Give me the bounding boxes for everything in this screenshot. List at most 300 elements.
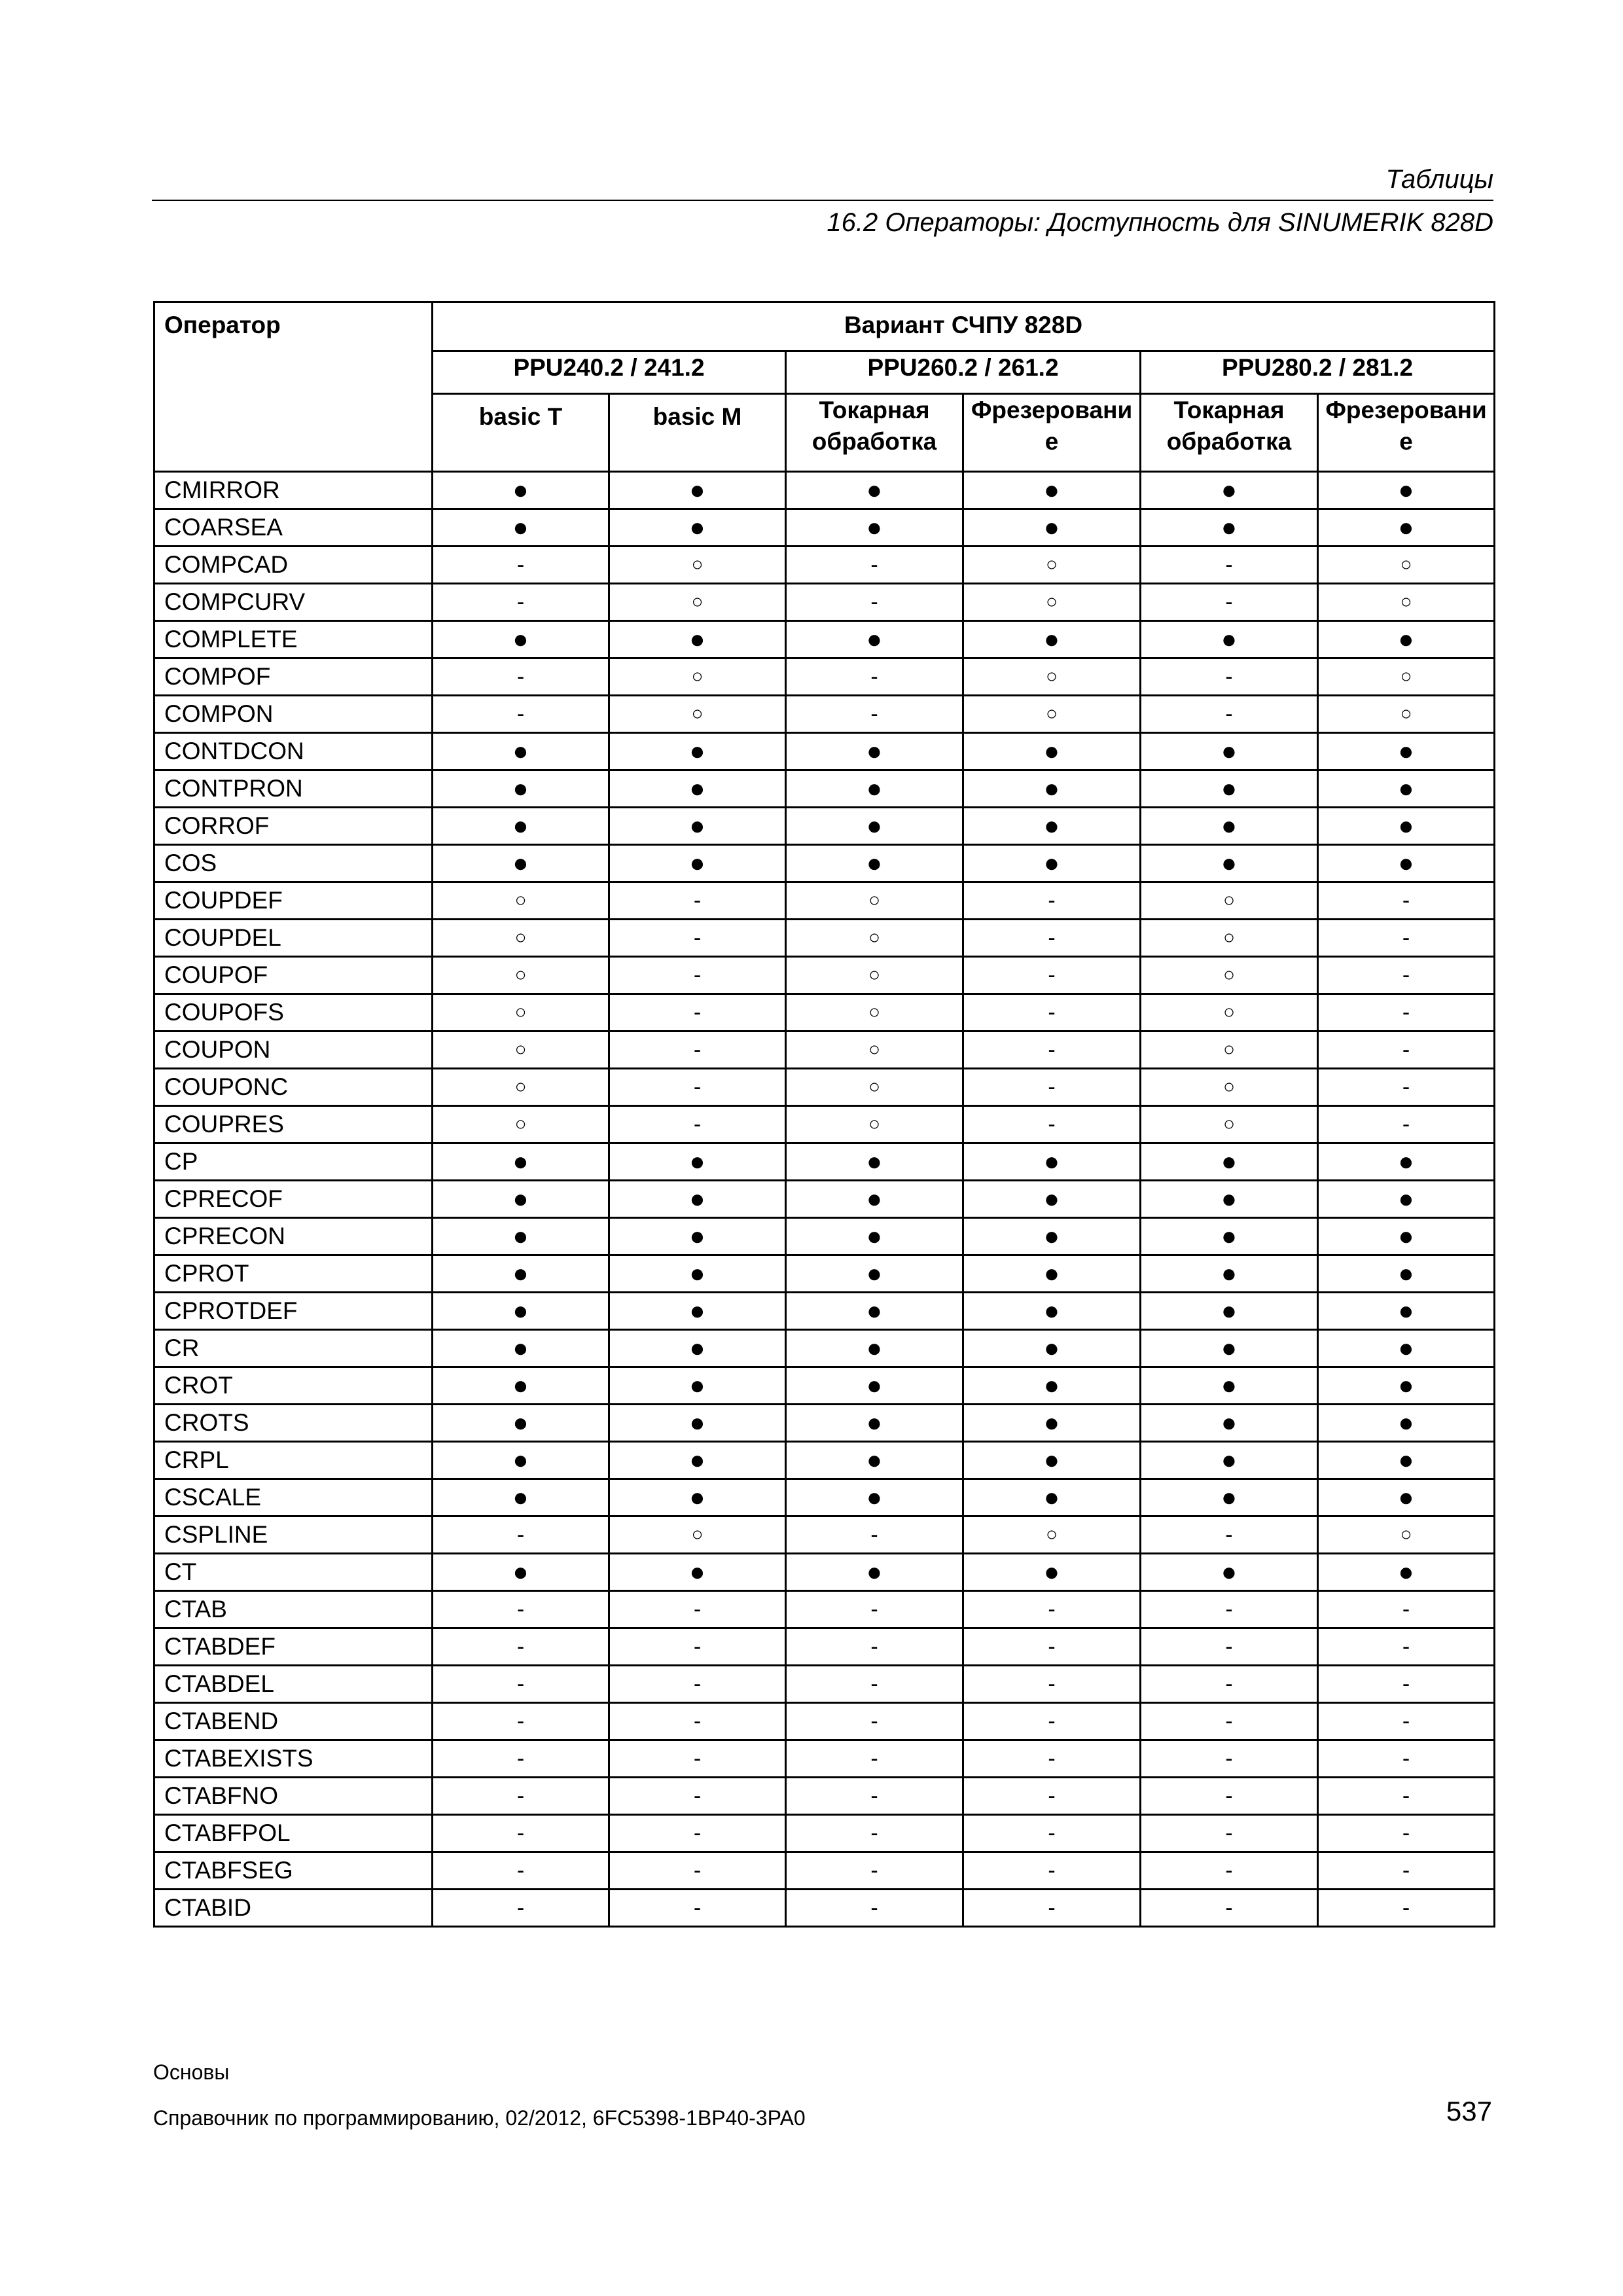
- availability-cell: -: [786, 547, 963, 584]
- availability-cell: ●: [786, 1218, 963, 1255]
- operator-name: COUPDEL: [154, 920, 433, 957]
- operator-name: CSPLINE: [154, 1516, 433, 1554]
- availability-cell: ●: [433, 1330, 609, 1367]
- availability-cell: -: [786, 1666, 963, 1703]
- availability-cell: ●: [433, 1442, 609, 1479]
- availability-cell: ○: [786, 1069, 963, 1106]
- availability-cell: ●: [786, 1367, 963, 1405]
- availability-cell: ●: [433, 845, 609, 882]
- availability-cell: ○: [1318, 1516, 1495, 1554]
- availability-cell: ●: [786, 621, 963, 658]
- availability-cell: -: [609, 882, 786, 920]
- operator-name: CTABID: [154, 1890, 433, 1927]
- table-row: [154, 1666, 1495, 1703]
- availability-cell: ●: [609, 1405, 786, 1442]
- availability-cell: -: [433, 1815, 609, 1852]
- operator-name: COARSEA: [154, 509, 433, 547]
- table-row: [154, 472, 1495, 509]
- availability-cell: ○: [1318, 547, 1495, 584]
- availability-cell: ●: [609, 733, 786, 770]
- operator-name: COMPON: [154, 696, 433, 733]
- availability-cell: ○: [1141, 1106, 1318, 1143]
- availability-cell: -: [609, 957, 786, 994]
- table-row: [154, 1852, 1495, 1890]
- operator-name: CTABFNO: [154, 1778, 433, 1815]
- availability-cell: -: [1141, 658, 1318, 696]
- availability-cell: -: [1318, 920, 1495, 957]
- availability-cell: ●: [609, 808, 786, 845]
- availability-cell: -: [1318, 1778, 1495, 1815]
- subcolumn-header-milling-280: Фрезеровани е: [1318, 394, 1495, 472]
- operator-name: CROTS: [154, 1405, 433, 1442]
- table-row: [154, 1106, 1495, 1143]
- availability-cell: ●: [609, 1330, 786, 1367]
- table-row: [154, 509, 1495, 547]
- availability-cell: ○: [1141, 1031, 1318, 1069]
- availability-cell: ●: [1318, 733, 1495, 770]
- table-row: [154, 994, 1495, 1031]
- availability-cell: ○: [1141, 957, 1318, 994]
- availability-cell: ○: [609, 584, 786, 621]
- availability-cell: ○: [433, 920, 609, 957]
- availability-cell: -: [1318, 994, 1495, 1031]
- availability-cell: ●: [963, 1181, 1141, 1218]
- availability-cell: -: [1141, 1740, 1318, 1778]
- availability-cell: ○: [786, 1106, 963, 1143]
- availability-cell: ●: [786, 733, 963, 770]
- availability-cell: ●: [433, 1554, 609, 1591]
- table-row: [154, 1367, 1495, 1405]
- availability-cell: -: [786, 1703, 963, 1740]
- availability-cell: -: [963, 1106, 1141, 1143]
- availability-cell: -: [1141, 584, 1318, 621]
- availability-cell: ●: [963, 1218, 1141, 1255]
- availability-cell: ●: [1141, 808, 1318, 845]
- availability-cell: -: [433, 658, 609, 696]
- availability-cell: ●: [1141, 1218, 1318, 1255]
- availability-cell: ○: [433, 957, 609, 994]
- availability-cell: -: [433, 1666, 609, 1703]
- operator-name: COMPOF: [154, 658, 433, 696]
- availability-cell: ●: [609, 770, 786, 808]
- availability-cell: -: [1318, 1703, 1495, 1740]
- operator-name: CT: [154, 1554, 433, 1591]
- operator-column-header: Оператор: [154, 302, 433, 472]
- availability-cell: ●: [1318, 1293, 1495, 1330]
- availability-cell: ●: [433, 509, 609, 547]
- availability-cell: -: [609, 1815, 786, 1852]
- availability-cell: -: [1318, 1890, 1495, 1927]
- availability-cell: ●: [963, 1479, 1141, 1516]
- availability-cell: ●: [1141, 1293, 1318, 1330]
- availability-cell: -: [786, 1591, 963, 1628]
- table-row: [154, 621, 1495, 658]
- availability-cell: -: [963, 1852, 1141, 1890]
- availability-cell: ●: [963, 1255, 1141, 1293]
- availability-cell: ○: [1141, 1069, 1318, 1106]
- availability-cell: -: [609, 1778, 786, 1815]
- availability-cell: ●: [963, 621, 1141, 658]
- availability-cell: ●: [1318, 845, 1495, 882]
- availability-cell: -: [1318, 882, 1495, 920]
- availability-cell: ●: [1141, 1405, 1318, 1442]
- availability-cell: ○: [433, 994, 609, 1031]
- availability-cell: ●: [786, 1330, 963, 1367]
- availability-cell: -: [963, 1069, 1141, 1106]
- availability-cell: ○: [433, 1031, 609, 1069]
- availability-cell: ●: [1318, 621, 1495, 658]
- availability-cell: -: [1141, 1516, 1318, 1554]
- table-row: [154, 1405, 1495, 1442]
- availability-cell: ●: [1141, 621, 1318, 658]
- availability-cell: ●: [1141, 1367, 1318, 1405]
- availability-cell: ●: [609, 621, 786, 658]
- availability-cell: ●: [963, 472, 1141, 509]
- availability-cell: ●: [609, 1143, 786, 1181]
- availability-cell: ●: [433, 1479, 609, 1516]
- availability-cell: ●: [786, 1143, 963, 1181]
- availability-cell: -: [1141, 1628, 1318, 1666]
- operator-name: COS: [154, 845, 433, 882]
- availability-cell: ●: [609, 472, 786, 509]
- availability-cell: ●: [1318, 1479, 1495, 1516]
- availability-cell: ●: [433, 1143, 609, 1181]
- availability-cell: ●: [786, 1554, 963, 1591]
- subcolumn-header-basic-t: basic T: [433, 394, 609, 472]
- operator-name: COUPOF: [154, 957, 433, 994]
- availability-cell: -: [609, 1852, 786, 1890]
- availability-cell: -: [963, 920, 1141, 957]
- availability-cell: -: [1318, 1591, 1495, 1628]
- availability-cell: ○: [433, 1069, 609, 1106]
- availability-cell: ●: [963, 1143, 1141, 1181]
- availability-cell: -: [1318, 1815, 1495, 1852]
- availability-cell: -: [1318, 1031, 1495, 1069]
- availability-cell: -: [963, 957, 1141, 994]
- availability-cell: ○: [1141, 882, 1318, 920]
- table-row: [154, 733, 1495, 770]
- availability-cell: ●: [1141, 509, 1318, 547]
- table-row: [154, 547, 1495, 584]
- availability-cell: ●: [433, 1405, 609, 1442]
- table-row: [154, 1181, 1495, 1218]
- availability-cell: -: [786, 658, 963, 696]
- availability-cell: -: [609, 1628, 786, 1666]
- availability-cell: -: [433, 584, 609, 621]
- operator-name: CROT: [154, 1367, 433, 1405]
- availability-cell: ●: [433, 770, 609, 808]
- availability-cell: ●: [433, 472, 609, 509]
- availability-cell: -: [1318, 1628, 1495, 1666]
- availability-cell: ○: [433, 1106, 609, 1143]
- table-row: [154, 1815, 1495, 1852]
- operator-name: CTABEND: [154, 1703, 433, 1740]
- availability-cell: -: [609, 1069, 786, 1106]
- availability-cell: -: [963, 1890, 1141, 1927]
- table-row: [154, 658, 1495, 696]
- availability-cell: -: [609, 1666, 786, 1703]
- availability-cell: ●: [1318, 1405, 1495, 1442]
- availability-cell: ●: [1318, 1143, 1495, 1181]
- availability-cell: ●: [433, 808, 609, 845]
- table-row: [154, 1890, 1495, 1927]
- availability-cell: -: [1141, 696, 1318, 733]
- operator-name: CR: [154, 1330, 433, 1367]
- availability-cell: ○: [1318, 584, 1495, 621]
- table-row: [154, 1255, 1495, 1293]
- availability-cell: ○: [963, 547, 1141, 584]
- availability-cell: -: [433, 696, 609, 733]
- availability-cell: ●: [1141, 1442, 1318, 1479]
- availability-cell: -: [1141, 1703, 1318, 1740]
- operator-name: CONTPRON: [154, 770, 433, 808]
- availability-cell: -: [433, 1628, 609, 1666]
- availability-cell: -: [609, 920, 786, 957]
- availability-cell: -: [1141, 1852, 1318, 1890]
- availability-cell: ●: [963, 509, 1141, 547]
- availability-cell: ●: [1318, 808, 1495, 845]
- availability-cell: ●: [786, 1293, 963, 1330]
- table-row: [154, 1479, 1495, 1516]
- availability-cell: ●: [963, 770, 1141, 808]
- availability-cell: ●: [1141, 770, 1318, 808]
- availability-cell: ○: [609, 1516, 786, 1554]
- availability-cell: ●: [609, 1554, 786, 1591]
- availability-cell: ●: [1318, 472, 1495, 509]
- availability-cell: -: [433, 1890, 609, 1927]
- availability-cell: -: [433, 547, 609, 584]
- availability-cell: ○: [963, 658, 1141, 696]
- table-row: [154, 1330, 1495, 1367]
- availability-cell: ●: [963, 1554, 1141, 1591]
- availability-cell: ●: [786, 845, 963, 882]
- availability-cell: -: [963, 1591, 1141, 1628]
- table-row: [154, 1703, 1495, 1740]
- availability-cell: ●: [786, 1442, 963, 1479]
- operator-name: CP: [154, 1143, 433, 1181]
- availability-cell: ○: [1318, 696, 1495, 733]
- footer-manual-reference: Справочник по программированию, 02/2012, 6FC5398-1BP40-3PA0: [153, 2106, 806, 2130]
- availability-cell: ●: [609, 1479, 786, 1516]
- table-row: [154, 1293, 1495, 1330]
- availability-cell: ●: [963, 733, 1141, 770]
- availability-cell: -: [609, 1890, 786, 1927]
- table-row: [154, 770, 1495, 808]
- availability-cell: -: [786, 584, 963, 621]
- availability-cell: -: [433, 1740, 609, 1778]
- availability-cell: -: [433, 1852, 609, 1890]
- availability-cell: ●: [786, 509, 963, 547]
- section-title: Таблицы: [1385, 165, 1493, 194]
- subcolumn-header-milling-260: Фрезеровани е: [963, 394, 1141, 472]
- availability-cell: ●: [1141, 1554, 1318, 1591]
- subcolumn-header-basic-m: basic M: [609, 394, 786, 472]
- availability-cell: ●: [1141, 1143, 1318, 1181]
- operator-name: COUPDEF: [154, 882, 433, 920]
- availability-cell: ●: [609, 1218, 786, 1255]
- availability-cell: ●: [1318, 1554, 1495, 1591]
- availability-cell: ●: [609, 1255, 786, 1293]
- availability-cell: -: [963, 1815, 1141, 1852]
- group-header-ppu240: PPU240.2 / 241.2: [433, 351, 786, 394]
- availability-cell: ○: [786, 994, 963, 1031]
- availability-cell: ●: [1141, 1181, 1318, 1218]
- availability-cell: ○: [786, 957, 963, 994]
- operator-name: COUPONC: [154, 1069, 433, 1106]
- availability-cell: ○: [1141, 994, 1318, 1031]
- availability-cell: ●: [786, 770, 963, 808]
- availability-cell: -: [1318, 1106, 1495, 1143]
- availability-cell: ●: [786, 1255, 963, 1293]
- operator-name: CPROTDEF: [154, 1293, 433, 1330]
- availability-cell: ●: [609, 1367, 786, 1405]
- table-row: [154, 1143, 1495, 1181]
- availability-cell: ●: [1318, 770, 1495, 808]
- table-body: [154, 472, 1495, 1927]
- table-row: [154, 1442, 1495, 1479]
- availability-cell: -: [609, 994, 786, 1031]
- availability-cell: ●: [609, 845, 786, 882]
- operator-name: CMIRROR: [154, 472, 433, 509]
- availability-cell: ●: [609, 509, 786, 547]
- availability-cell: ●: [1318, 1218, 1495, 1255]
- availability-cell: -: [609, 1591, 786, 1628]
- availability-cell: ●: [609, 1181, 786, 1218]
- availability-cell: -: [1141, 1890, 1318, 1927]
- availability-cell: ●: [786, 472, 963, 509]
- availability-cell: ●: [786, 1479, 963, 1516]
- subsection-title: 16.2 Операторы: Доступность для SINUMERIK 828D: [827, 208, 1493, 237]
- table-row: [154, 882, 1495, 920]
- header-divider: [152, 200, 1493, 201]
- availability-cell: -: [786, 1815, 963, 1852]
- availability-cell: -: [609, 1740, 786, 1778]
- availability-cell: ○: [609, 547, 786, 584]
- availability-cell: ●: [786, 808, 963, 845]
- operator-name: COMPCURV: [154, 584, 433, 621]
- availability-cell: ●: [963, 1293, 1141, 1330]
- table-row: [154, 696, 1495, 733]
- page-number: 537: [1446, 2096, 1492, 2126]
- operator-name: COMPLETE: [154, 621, 433, 658]
- availability-cell: -: [786, 1778, 963, 1815]
- availability-cell: -: [609, 1031, 786, 1069]
- operator-availability-table: [153, 301, 1495, 1928]
- availability-cell: ○: [786, 882, 963, 920]
- availability-cell: -: [433, 1703, 609, 1740]
- availability-cell: ○: [963, 584, 1141, 621]
- table-row: [154, 920, 1495, 957]
- table-row: [154, 584, 1495, 621]
- availability-cell: -: [963, 1031, 1141, 1069]
- operator-name: COUPOFS: [154, 994, 433, 1031]
- availability-cell: ●: [1141, 1479, 1318, 1516]
- operator-name: CORROF: [154, 808, 433, 845]
- group-header-ppu260: PPU260.2 / 261.2: [786, 351, 1141, 394]
- availability-cell: ●: [1318, 509, 1495, 547]
- availability-cell: ●: [963, 1367, 1141, 1405]
- availability-cell: ●: [433, 733, 609, 770]
- table-row: [154, 1554, 1495, 1591]
- operator-name: CPRECON: [154, 1218, 433, 1255]
- availability-cell: ●: [433, 1367, 609, 1405]
- availability-cell: -: [963, 882, 1141, 920]
- operator-name: CTABDEF: [154, 1628, 433, 1666]
- availability-cell: ●: [963, 1330, 1141, 1367]
- availability-cell: ●: [963, 1405, 1141, 1442]
- availability-cell: ●: [1141, 845, 1318, 882]
- availability-cell: -: [1141, 1591, 1318, 1628]
- availability-cell: ●: [1141, 1330, 1318, 1367]
- availability-cell: ○: [963, 1516, 1141, 1554]
- availability-cell: ●: [433, 1181, 609, 1218]
- table-row: [154, 1069, 1495, 1106]
- availability-cell: ●: [786, 1181, 963, 1218]
- operator-name: CTABFSEG: [154, 1852, 433, 1890]
- operator-name: CTABEXISTS: [154, 1740, 433, 1778]
- availability-cell: ●: [1318, 1330, 1495, 1367]
- table-row: [154, 957, 1495, 994]
- subcolumn-header-turning-280: Токарная обработка: [1141, 394, 1318, 472]
- table-row: [154, 1628, 1495, 1666]
- availability-cell: ○: [1318, 658, 1495, 696]
- availability-cell: ●: [1318, 1367, 1495, 1405]
- availability-cell: -: [786, 1740, 963, 1778]
- operator-name: CTAB: [154, 1591, 433, 1628]
- availability-cell: ●: [433, 1293, 609, 1330]
- availability-cell: ●: [609, 1442, 786, 1479]
- availability-cell: -: [786, 1516, 963, 1554]
- availability-cell: -: [1141, 1815, 1318, 1852]
- availability-cell: ●: [433, 1218, 609, 1255]
- availability-cell: ●: [433, 621, 609, 658]
- table-row: [154, 808, 1495, 845]
- availability-cell: -: [786, 696, 963, 733]
- table-row: [154, 1218, 1495, 1255]
- table-row: [154, 1778, 1495, 1815]
- availability-cell: -: [1318, 1740, 1495, 1778]
- availability-cell: ○: [786, 920, 963, 957]
- operator-name: COUPRES: [154, 1106, 433, 1143]
- availability-cell: -: [963, 1628, 1141, 1666]
- availability-cell: -: [1141, 547, 1318, 584]
- availability-cell: ●: [609, 1293, 786, 1330]
- availability-cell: ○: [786, 1031, 963, 1069]
- availability-cell: -: [1141, 1666, 1318, 1703]
- availability-cell: -: [609, 1106, 786, 1143]
- availability-cell: -: [609, 1703, 786, 1740]
- availability-cell: -: [786, 1890, 963, 1927]
- availability-cell: ○: [609, 696, 786, 733]
- availability-cell: ●: [1318, 1181, 1495, 1218]
- group-header-ppu280: PPU280.2 / 281.2: [1141, 351, 1495, 394]
- table-row: [154, 1516, 1495, 1554]
- availability-cell: ●: [963, 808, 1141, 845]
- availability-cell: ●: [963, 845, 1141, 882]
- availability-cell: -: [433, 1591, 609, 1628]
- operator-name: CTABDEL: [154, 1666, 433, 1703]
- availability-cell: ●: [1141, 733, 1318, 770]
- table-row: [154, 1031, 1495, 1069]
- availability-cell: -: [963, 1778, 1141, 1815]
- operator-name: COMPCAD: [154, 547, 433, 584]
- availability-cell: -: [963, 1703, 1141, 1740]
- availability-cell: ●: [1141, 1255, 1318, 1293]
- availability-cell: -: [1318, 1069, 1495, 1106]
- operator-name: CTABFPOL: [154, 1815, 433, 1852]
- availability-cell: -: [963, 1666, 1141, 1703]
- availability-cell: -: [786, 1852, 963, 1890]
